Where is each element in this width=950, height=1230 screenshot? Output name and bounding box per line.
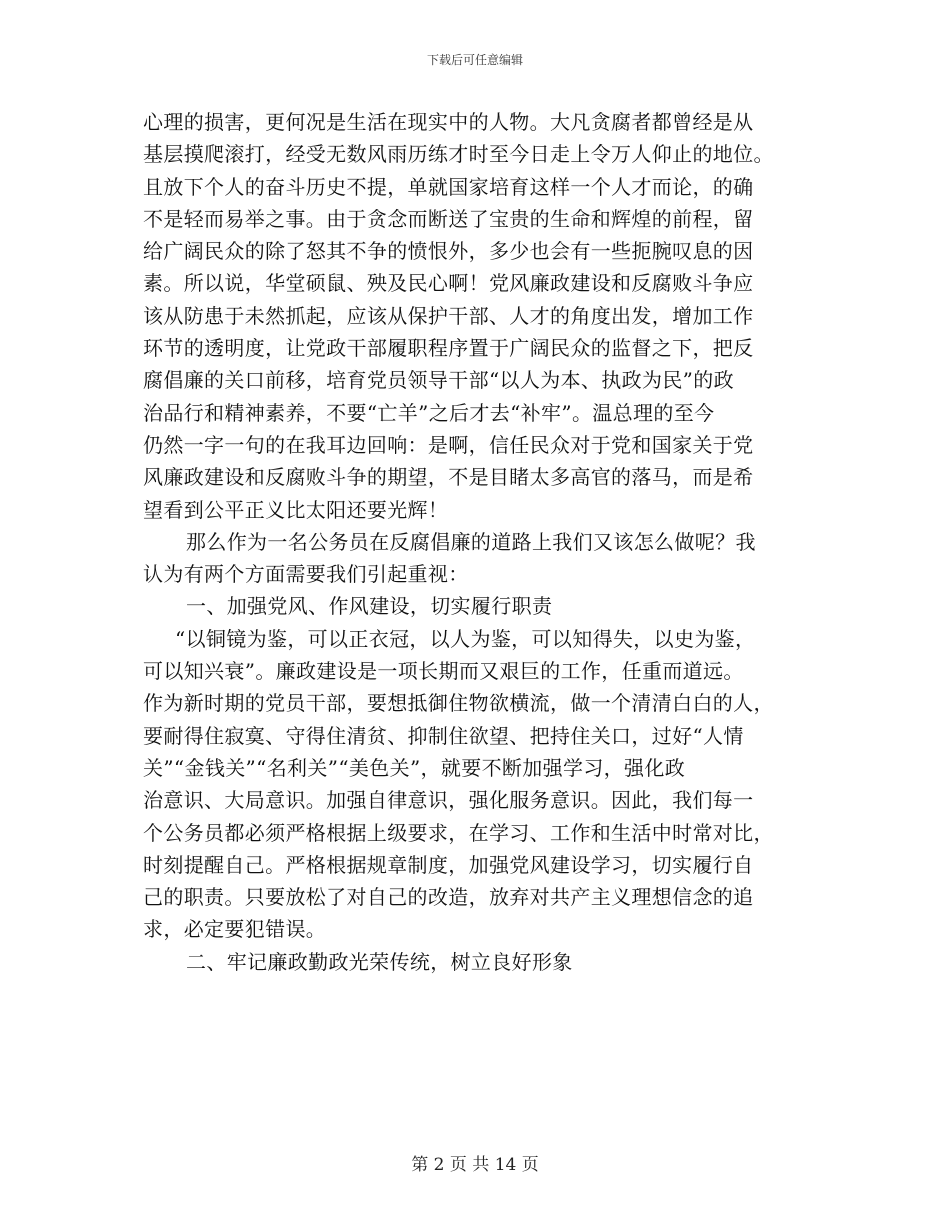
text-line: 风廉政建设和反腐败斗争的期望，不是目睹太多高官的落马，而是希 [143, 465, 754, 490]
page-header: 下载后可任意编辑 [426, 53, 523, 67]
text-line: 一、加强党风、作风建设，切实履行职责 [186, 594, 553, 619]
page-number-footer: 第 2 页 共 14 页 [411, 1155, 539, 1175]
text-line: 个公务员都必须严格根据上级要求，在学习、工作和生活中时常对比， [143, 820, 774, 845]
text-line: 给广阔民众的除了怒其不争的愤恨外，多少也会有一些扼腕叹息的因 [143, 239, 754, 264]
text-line: 心理的损害，更何况是生活在现实中的人物。大凡贪腐者都曾经是从 [143, 110, 754, 134]
paragraph-p3 [143, 590, 813, 622]
text-line: 仍然一字一句的在我耳边回响：是啊，信任民众对于党和国家关于党 [143, 432, 754, 457]
text-line: 认为有两个方面需要我们引起重视： [143, 562, 469, 587]
text-line: “以铜镜为鉴，可以正衣冠，以人为鉴，可以知得失，以史为鉴， [175, 626, 756, 651]
text-line: 环节的透明度，让党政干部履职程序置于广阔民众的监督之下，把反 [143, 336, 754, 361]
text-line: 基层摸爬滚打，经受无数风雨历练才时至今日走上令万人仰止的地位。 [143, 142, 774, 167]
text-line: 时刻提醒自己。严格根据规章制度，加强党风建设学习，切实履行自 [143, 852, 754, 877]
paragraph-p1 [143, 106, 813, 526]
paragraph-p4 [143, 623, 813, 946]
text-line: 素。所以说，华堂硕鼠、殃及民心啊！党风廉政建设和反腐败斗争应 [143, 271, 754, 296]
text-line: 作为新时期的党员干部，要想抵御住物欲横流，做一个清清白白的人， [143, 691, 774, 716]
document-body [143, 106, 813, 978]
text-line: 己的职责。只要放松了对自己的改造，放弃对共产主义理想信念的追 [143, 885, 754, 910]
text-line: 不是轻而易举之事。由于贪念而断送了宝贵的生命和辉煌的前程，留 [143, 206, 754, 231]
text-line: 腐倡廉的关口前移，培育党员领导干部“以人为本、执政为民”的政 [143, 368, 734, 393]
paragraph-p2 [143, 526, 813, 591]
text-line: 关”“金钱关”“名利关”“美色关”，就要不断加强学习，强化政 [143, 755, 686, 780]
text-line: 二、牢记廉政勤政光荣传统，树立良好形象 [186, 949, 573, 974]
text-line: 那么作为一名公务员在反腐倡廉的道路上我们又该怎么做呢？我 [186, 529, 756, 554]
text-line: 可以知兴衰”。廉政建设是一项长期而又艰巨的工作，任重而道远。 [143, 659, 744, 684]
text-line: 要耐得住寂寞、守得住清贫、抑制住欲望、把持住关口，过好“人情 [143, 723, 744, 748]
text-line: 治意识、大局意识。加强自律意识，强化服务意识。因此，我们每一 [143, 788, 754, 813]
paragraph-p5 [143, 946, 813, 978]
text-line: 求，必定要犯错误。 [143, 917, 327, 942]
text-line: 且放下个人的奋斗历史不提，单就国家培育这样一个人才而论，的确 [143, 174, 754, 199]
text-line: 治品行和精神素养，不要“亡羊”之后才去“补牢”。温总理的至今 [143, 400, 715, 425]
text-line: 望看到公平正义比太阳还要光辉！ [143, 497, 449, 522]
text-line: 该从防患于未然抓起，应该从保护干部、人才的角度出发，增加工作 [143, 303, 754, 328]
